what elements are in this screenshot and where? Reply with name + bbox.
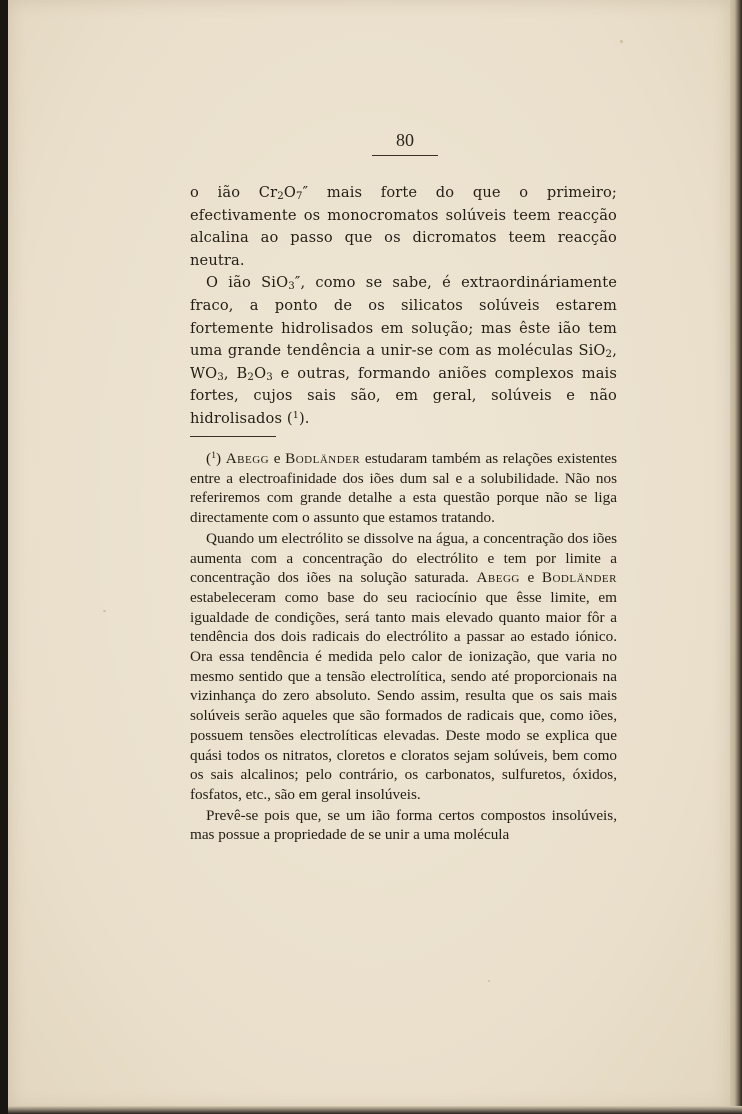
footnote-paragraph: Prevê-se pois que, se um ião forma certos compostos insolúveis, mas possue a propriedade de se unir a uma molécula xyxy=(190,806,617,844)
paper-speck xyxy=(103,610,106,612)
page-number: 80 xyxy=(372,130,438,156)
footnote-separator xyxy=(190,436,276,437)
paragraph: o ião $Cr_2O_7''$ mais forte do que o primeiro; efectivamente os monocromatos solúveis teem reacção alcalina ao passo que os dicromatos teem reacção neutra. xyxy=(190,184,617,269)
paragraph: O ião SiO$_3$″, como se sabe, é extraordináriamente fraco, a ponto de os silicatos solúveis estarem fortemente hidrolisados em solução; mas êste ião tem uma grande tendência a unir-se com as moléculas SiO$_2$, $WO_3$, $B_2O_3$ e outras, formando aniões complexos mais fortes, cujos sais são, em geral, solúveis e não hidrolisados ($^1$). xyxy=(190,274,618,427)
page-edge-right xyxy=(730,0,742,1114)
paper-speck xyxy=(620,40,623,43)
footnote-paragraph: ($^1$) Abegg e Bodländer estudaram também as relações existentes entre a electroafinidade dos iões dum sal e a solubilidade. Não nos referiremos com grande detalhe a esta questão porque não se liga directamente com o assunto que estamos tratando. xyxy=(190,450,617,527)
footnote xyxy=(190,449,617,845)
paper-speck xyxy=(488,980,490,982)
footnote-paragraph: Quando um electrólito se dissolve na água, a concentração dos iões aumenta com a concentração do electrólito e tem por limite a concentração dos iões na solução saturada. Abegg e Bodländer estabeleceram como base do seu raciocínio que êsse limite, em igualdade de condições, será tanto mais elevado quanto maior fôr a tendência dos dois radicais do electrólito a passar ao estado iónico. Ora essa tendência é medida pelo calor de ionização, que varia no mesmo sentido que a tensão electrolítica, sendo até proporcionais na vizinhança do zero absoluto. Sendo assim, resulta que os sais mais solúveis serão aqueles que são formados de radicais que, como iões, possuem tensões electrolíticas elevadas. Deste modo se explica que quási todos os nitratos, cloretos e cloratos sejam solúveis, bem como os sais alcalinos; pelo contrário, os carbonatos, sulfuretos, óxidos, fosfatos, etc., são em geral insolúveis. xyxy=(190,529,617,803)
main-text xyxy=(190,182,617,431)
page-edge-bottom xyxy=(8,1106,742,1114)
